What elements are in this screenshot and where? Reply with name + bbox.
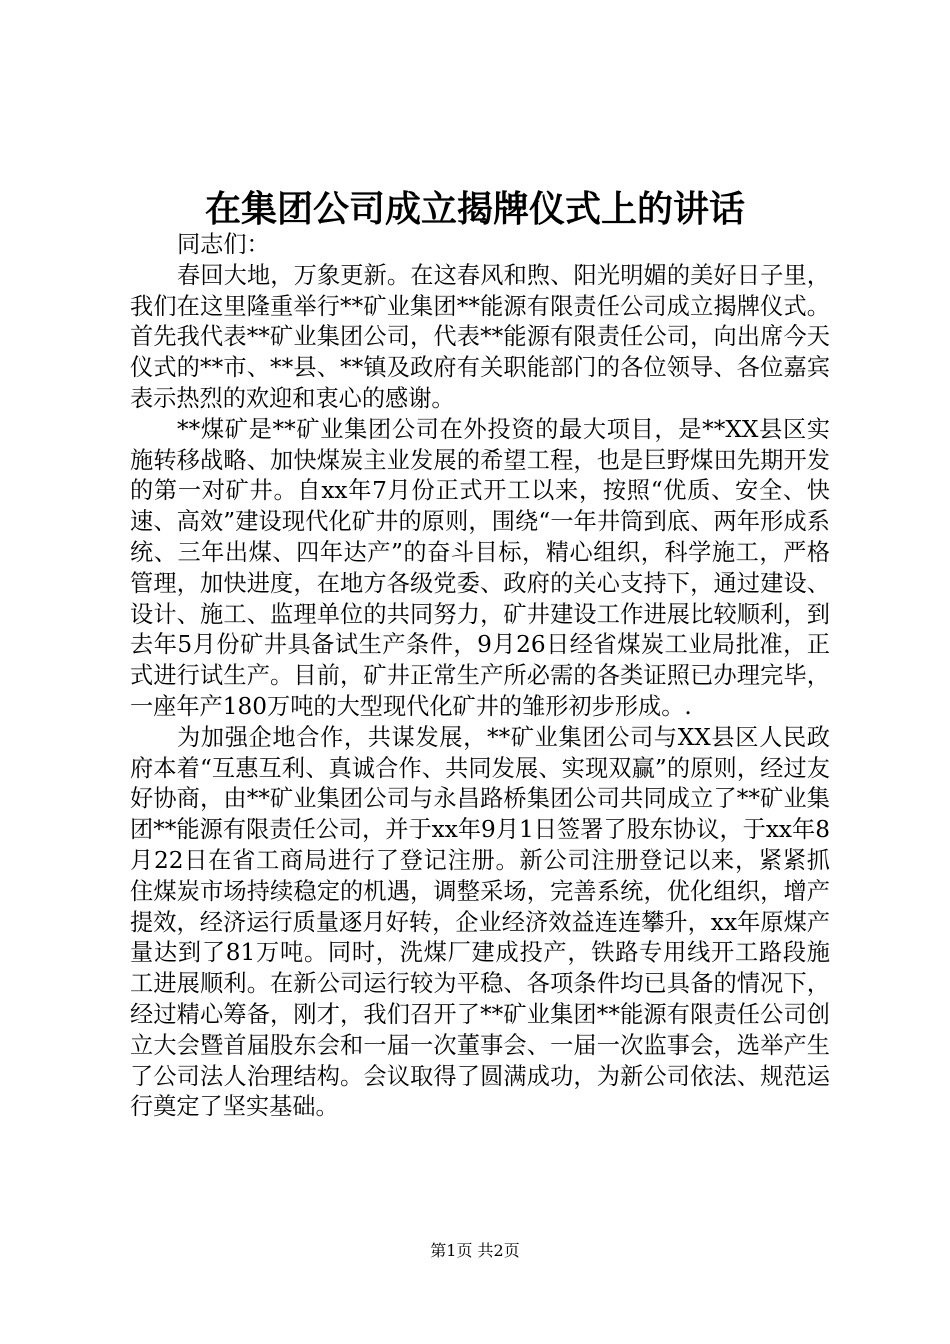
salutation: 同志们：: [177, 231, 270, 258]
paragraph-2: **煤矿是**矿业集团公司在外投资的最大项目，是**XX县区实施转移战略、加快煤炭主业发展的希望工程，也是巨野煤田先期开发的第一对矿井。自xx年7月份正式开工以来，按照“优质、安全、快速、高效”建设现代化矿井的原则，围绕“一年井筒到底、两年形成系统、三年出煤、四年达产”的奋斗目标，精心组织，科学施工，严格管理，加快进度，在地方各级党委、政府的关心支持下，通过建设、设计、施工、监理单位的共同努力，矿井建设工作进展比较顺利，到去年5月份矿井具备试生产条件，9月26日经省煤炭工业局批准，正式进行试生产。目前，矿井正常生产所必需的各类证照已办理完毕，一座年产180万吨的大型现代化矿井的雏形初步形成。.: [130, 415, 830, 720]
paragraph-3: 为加强企地合作，共谋发展，**矿业集团公司与XX县区人民政府本着“互惠互利、真诚合作、共同发展、实现双赢”的原则，经过友好协商，由**矿业集团公司与永昌路桥集团公司共同成立了**矿业集团**能源有限责任公司，并于xx年9月1日签署了股东协议，于xx年8月22日在省工商局进行了登记注册。新公司注册登记以来，紧紧抓住煤炭市场持续稳定的机遇，调整采场，完善系统，优化组织，增产提效，经济运行质量逐月好转，企业经济效益连连攀升，xx年原煤产量达到了81万吨。同时，洗煤厂建成投产，铁路专用线开工路段施工进展顺利。在新公司运行较为平稳、各项条件均已具备的情况下，经过精心筹备，刚才，我们召开了**矿业集团**能源有限责任公司创立大会暨首届股东会和一届一次董事会、一届一次监事会，选举产生了公司法人治理结构。会议取得了圆满成功，为新公司依法、规范运行奠定了坚实基础。: [130, 723, 830, 1121]
document-body: [130, 230, 830, 1123]
paragraph-1: 春回大地，万象更新。在这春风和煦、阳光明媚的美好日子里，我们在这里隆重举行**矿业集团**能源有限责任公司成立揭牌仪式。首先我代表**矿业集团公司，代表**能源有限责任公司，向出席今天仪式的**市、**县、**镇及政府有关职能部门的各位领导、各位嘉宾表示热烈的欢迎和衷心的感谢。: [130, 261, 830, 412]
page-number-footer: 第1页 共2页: [430, 1241, 520, 1260]
page-title: 在集团公司成立揭牌仪式上的讲话: [204, 189, 745, 230]
